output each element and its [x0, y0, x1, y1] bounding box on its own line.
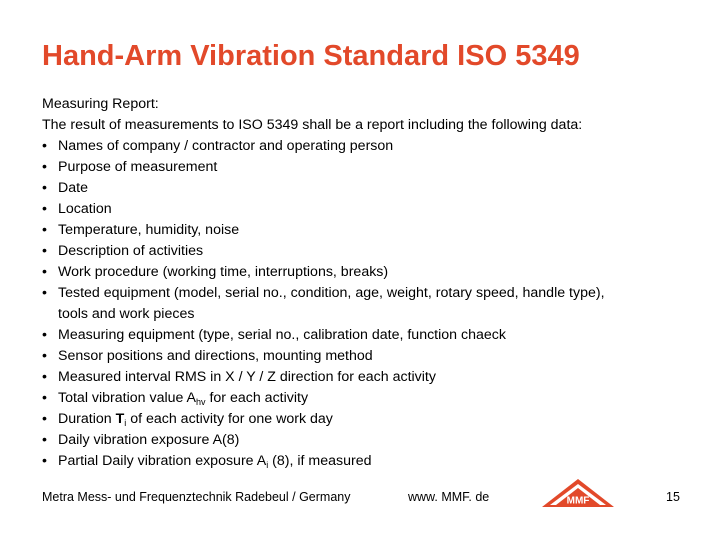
list-item: [42, 346, 692, 367]
list-item-text: Date: [58, 180, 88, 196]
logo-text: MMF: [566, 495, 590, 507]
bullet-icon: •: [42, 369, 47, 385]
list-item-text: Daily vibration exposure A(8): [58, 432, 240, 448]
bullet-icon: •: [42, 222, 47, 238]
subscript: i: [124, 418, 127, 428]
slide-body: [42, 94, 692, 472]
list-item: [42, 157, 692, 178]
list-item: [42, 220, 692, 241]
list-item-text: Work procedure (working time, interruptions, breaks): [58, 264, 389, 280]
bullet-icon: •: [42, 264, 47, 280]
list-item-text: Measured interval RMS in X / Y / Z direction for each activity: [58, 369, 436, 385]
bullet-icon: •: [42, 453, 47, 469]
list-item-text: of each activity for one work day: [126, 411, 333, 427]
bullet-icon: •: [42, 243, 47, 259]
footer-company: Metra Mess- und Frequenztechnik Radebeul / Germany: [42, 490, 351, 504]
list-item-text: Sensor positions and directions, mounting method: [58, 348, 373, 364]
list-item-text: Measuring equipment (type, serial no., calibration date, function chaeck: [58, 327, 506, 343]
list-item-text: for each activity: [205, 390, 309, 406]
list-item-text: Total vibration value A: [58, 390, 197, 406]
list-item: [42, 388, 692, 409]
bullet-icon: •: [42, 348, 47, 364]
list-item-text: Temperature, humidity, noise: [58, 222, 240, 238]
list-item: [42, 262, 692, 283]
list-item: [42, 283, 692, 325]
list-item-text: Description of activities: [58, 243, 204, 259]
list-item: [42, 325, 692, 346]
list-item-text: Duration: [58, 411, 116, 427]
subscript: hv: [196, 397, 206, 407]
list-item: [42, 367, 692, 388]
bullet-icon: •: [42, 180, 47, 196]
footer-url: www. MMF. de: [408, 490, 490, 504]
list-item: [42, 409, 692, 430]
intro-sentence: The result of measurements to ISO 5349 shall be a report including the following data:: [42, 117, 583, 133]
bullet-icon: •: [42, 327, 47, 343]
bullet-icon: •: [42, 138, 47, 154]
list-item: [42, 451, 692, 472]
slide-title: Hand-Arm Vibration Standard ISO 5349: [42, 40, 580, 72]
bullet-icon: •: [42, 432, 47, 448]
list-item-text: Names of company / contractor and operating person: [58, 138, 394, 154]
list-item: [42, 430, 692, 451]
mmf-logo-icon: [540, 478, 616, 508]
bullet-icon: •: [42, 285, 47, 301]
bullet-icon: •: [42, 159, 47, 175]
list-item-text: (8), if measured: [268, 453, 372, 469]
bullet-icon: •: [42, 411, 47, 427]
list-item-continuation: tools and work pieces: [58, 306, 195, 322]
intro-heading: Measuring Report:: [42, 96, 159, 112]
page-number: 15: [666, 490, 680, 504]
list-item-text: Location: [58, 201, 112, 217]
list-item-text: Partial Daily vibration exposure A: [58, 453, 267, 469]
bullet-icon: •: [42, 390, 47, 406]
list-item: [42, 199, 692, 220]
list-item-text: Purpose of measurement: [58, 159, 218, 175]
requirements-list: [42, 136, 692, 472]
symbol-t: T: [115, 411, 125, 427]
bullet-icon: •: [42, 201, 47, 217]
list-item: [42, 136, 692, 157]
subscript: i: [266, 460, 269, 470]
list-item-text: Tested equipment (model, serial no., condition, age, weight, rotary speed, handle type),: [58, 285, 605, 301]
list-item: [42, 241, 692, 262]
list-item: [42, 178, 692, 199]
